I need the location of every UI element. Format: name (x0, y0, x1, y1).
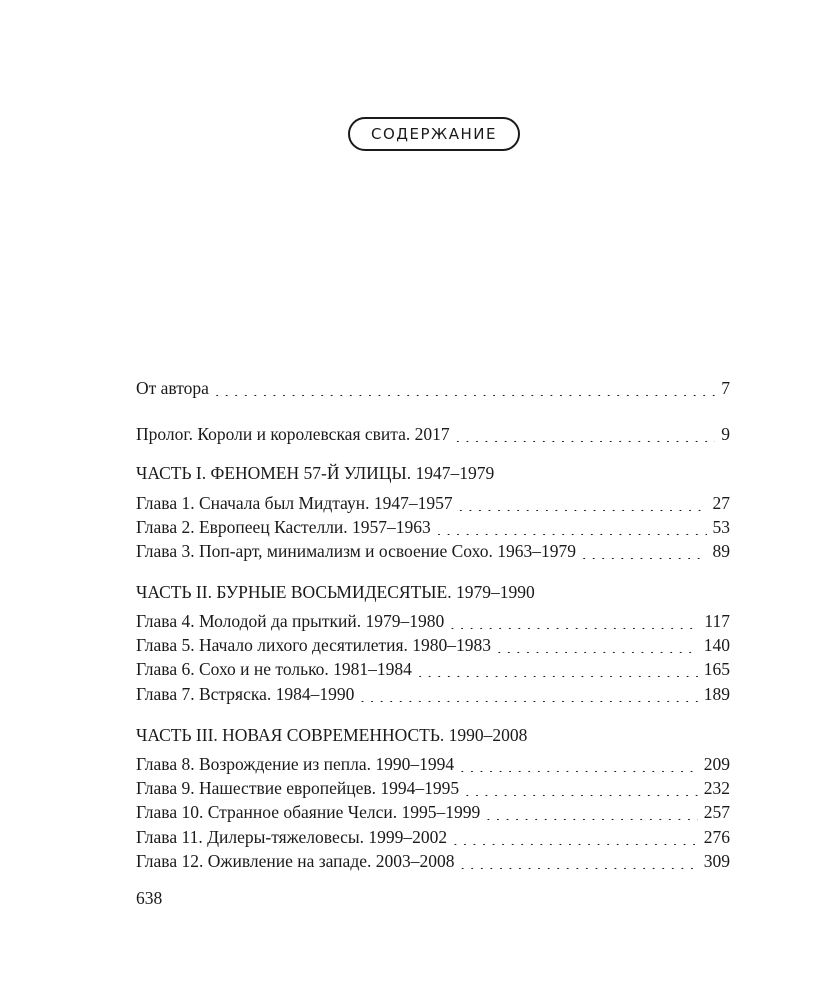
dot-leader (459, 495, 707, 511)
toc-entry-title: Глава 11. Дилеры-тяжеловесы. 1999–2002 (136, 827, 448, 847)
toc-entry-title: Глава 1. Сначала был Мидтаун. 1947–1957 (136, 493, 453, 513)
toc-entry-title: Глава 7. Встряска. 1984–1990 (136, 684, 355, 704)
toc-entry-page: 232 (703, 778, 730, 798)
page-number: 638 (136, 888, 163, 908)
toc-entry-page: 9 (721, 424, 730, 444)
toc-heading-text: СОДЕРЖАНИЕ (371, 125, 497, 143)
dot-leader (215, 380, 715, 396)
dot-leader (486, 804, 698, 820)
dot-leader (418, 661, 698, 677)
toc-entry-prologue[interactable] (136, 423, 730, 445)
toc-entry-chapter[interactable] (136, 634, 730, 656)
toc-entry-page: 189 (703, 684, 730, 704)
toc-entry-chapter[interactable] (136, 801, 730, 823)
toc-entry-page: 309 (703, 851, 730, 871)
toc-entry-from-author[interactable] (136, 377, 730, 399)
part-title: ЧАСТЬ I. ФЕНОМЕН 57-Й УЛИЦЫ. 1947–1979 (136, 463, 495, 483)
toc-entry-chapter[interactable] (136, 658, 730, 680)
toc-entry-title: Глава 8. Возрождение из пепла. 1990–1994 (136, 754, 455, 774)
dot-leader (497, 637, 698, 653)
dot-leader (582, 543, 707, 559)
toc-entry-chapter[interactable] (136, 492, 730, 514)
part-title: ЧАСТЬ III. НОВАЯ СОВРЕМЕННОСТЬ. 1990–2008 (136, 725, 528, 745)
toc-entry-title: Глава 6. Сохо и не только. 1981–1984 (136, 659, 412, 679)
toc-entry-title: Глава 4. Молодой да прыткий. 1979–1980 (136, 611, 445, 631)
toc-entry-title: Глава 10. Странное обаяние Челси. 1995–1999 (136, 802, 481, 822)
part-title: ЧАСТЬ II. БУРНЫЕ ВОСЬМИДЕСЯТЫЕ. 1979–1990 (136, 582, 535, 602)
dot-leader (453, 829, 698, 845)
toc-entry-chapter[interactable] (136, 516, 730, 538)
dot-leader (461, 853, 698, 869)
toc-heading (348, 117, 520, 151)
toc-entry-title: От автора (136, 378, 209, 398)
toc-entry-page: 27 (712, 493, 730, 513)
toc-entry-chapter[interactable] (136, 850, 730, 872)
dot-leader (450, 613, 698, 629)
toc-entry-chapter[interactable] (136, 777, 730, 799)
toc-entry-page: 89 (712, 541, 730, 561)
toc-entry-chapter[interactable] (136, 826, 730, 848)
toc-entry-title: Глава 3. Поп-арт, минимализм и освоение Сохо. 1963–1979 (136, 541, 576, 561)
toc-entry-page: 140 (703, 635, 730, 655)
toc-entry-page: 165 (703, 659, 730, 679)
toc-entry-title: Глава 2. Европеец Кастелли. 1957–1963 (136, 517, 431, 537)
toc-entry-chapter[interactable] (136, 610, 730, 632)
toc-entry-page: 53 (712, 517, 730, 537)
dot-leader (360, 686, 697, 702)
toc-entry-page: 7 (721, 378, 730, 398)
toc-entry-chapter[interactable] (136, 540, 730, 562)
toc-entry-page: 257 (703, 802, 730, 822)
toc-entry-title: Пролог. Короли и королевская свита. 2017 (136, 424, 450, 444)
toc-entry-title: Глава 9. Нашествие европейцев. 1994–1995 (136, 778, 460, 798)
toc-entry-page: 276 (703, 827, 730, 847)
toc-entry-title: Глава 5. Начало лихого десятилетия. 1980–1983 (136, 635, 492, 655)
dot-leader (465, 780, 698, 796)
toc-entry-chapter[interactable] (136, 753, 730, 775)
toc-entry-page: 209 (703, 754, 730, 774)
dot-leader (460, 756, 698, 772)
dot-leader (437, 519, 707, 535)
toc-entry-title: Глава 12. Оживление на западе. 2003–2008 (136, 851, 455, 871)
dot-leader (456, 426, 716, 442)
toc-entry-page: 117 (704, 611, 730, 631)
toc-entry-chapter[interactable] (136, 683, 730, 705)
